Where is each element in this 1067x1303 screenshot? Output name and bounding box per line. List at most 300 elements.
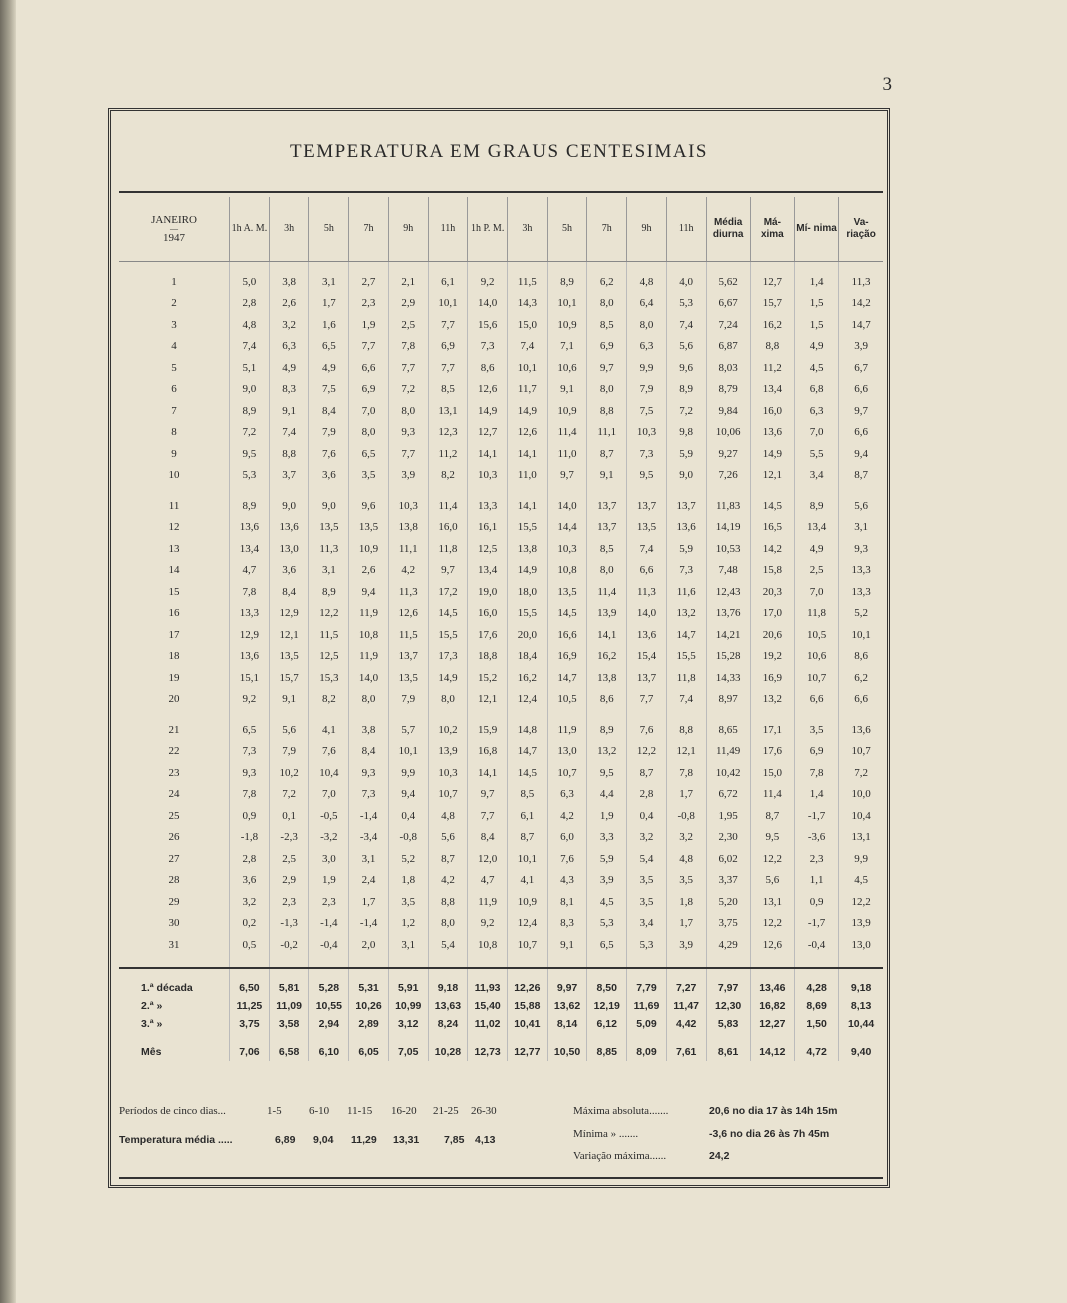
data-cell: 7,4: [508, 336, 548, 358]
row-label: 3: [171, 318, 177, 331]
data-cell: 5,3: [587, 913, 627, 935]
table-body: [119, 262, 883, 1061]
data-cell: 16,82: [750, 997, 794, 1015]
data-cell: 7,4: [627, 538, 667, 560]
data-cell: 16,8: [468, 741, 508, 763]
data-cell: 11,9: [468, 891, 508, 913]
spacer-cell: [750, 710, 794, 719]
data-cell: 7,3: [666, 560, 706, 582]
data-cell: 2,6: [269, 293, 309, 315]
data-cell: 7,5: [627, 400, 667, 422]
data-cell: 3,8: [269, 271, 309, 293]
data-cell: 12,6: [508, 422, 548, 444]
data-cell: 13,4: [794, 517, 838, 539]
data-cell: 14,7: [508, 741, 548, 763]
data-cell: 7,48: [706, 560, 750, 582]
data-cell: 5,4: [627, 848, 667, 870]
row-label: 23: [168, 766, 180, 779]
data-cell: 13,8: [388, 517, 428, 539]
bottom-divider: [119, 1177, 883, 1179]
table-row: [119, 495, 883, 517]
spacer-row: [119, 956, 883, 968]
data-cell: 9,84: [706, 400, 750, 422]
data-cell: 5,6: [839, 495, 883, 517]
data-cell: 13,1: [428, 400, 468, 422]
data-cell: 9,7: [468, 784, 508, 806]
spacer-cell: [706, 1033, 750, 1043]
data-cell: 0,2: [230, 913, 270, 935]
table-row: [119, 465, 883, 487]
spacer-cell: [587, 968, 627, 979]
data-cell: 7,4: [666, 314, 706, 336]
spacer-cell: [388, 710, 428, 719]
data-cell: 10,41: [508, 1015, 548, 1033]
data-cell: 6,5: [349, 443, 389, 465]
table-row: [119, 422, 883, 444]
table-row: [119, 646, 883, 668]
data-cell: 7,61: [666, 1043, 706, 1061]
spacer-cell: [794, 710, 838, 719]
max-abs-value: 20,6 no dia 17 às 14h 15m: [709, 1105, 838, 1117]
data-cell: 2,89: [349, 1015, 389, 1033]
data-cell: 2,8: [230, 293, 270, 315]
data-cell: 5,4: [428, 934, 468, 956]
data-cell: 8,9: [794, 495, 838, 517]
data-cell: 2,5: [388, 314, 428, 336]
data-cell: 20,6: [750, 624, 794, 646]
data-cell: 0,4: [388, 805, 428, 827]
col-header: 1h A. M.: [230, 197, 270, 262]
spacer-cell: [269, 956, 309, 968]
data-cell: 3,3: [587, 827, 627, 849]
data-cell: 13,6: [230, 646, 270, 668]
col-header: 9h: [388, 197, 428, 262]
data-cell: 8,13: [839, 997, 883, 1015]
data-cell: 2,3: [794, 848, 838, 870]
row-label: 17: [168, 628, 180, 641]
data-cell: 12,6: [750, 934, 794, 956]
data-cell: 7,06: [230, 1043, 270, 1061]
data-cell: 13,2: [750, 689, 794, 711]
data-cell: 11,0: [547, 443, 587, 465]
data-cell: 12,2: [750, 913, 794, 935]
table-row: [119, 741, 883, 763]
data-cell: 15,4: [627, 646, 667, 668]
data-cell: 3,1: [388, 934, 428, 956]
data-cell: 7,9: [627, 379, 667, 401]
data-cell: 8,6: [587, 689, 627, 711]
data-cell: 15,88: [508, 997, 548, 1015]
data-cell: 15,8: [750, 560, 794, 582]
data-cell: 12,2: [627, 741, 667, 763]
data-cell: 15,1: [230, 667, 270, 689]
spacer-cell: [794, 486, 838, 495]
spacer-cell: [269, 968, 309, 979]
data-cell: 5,5: [794, 443, 838, 465]
data-cell: 10,6: [547, 357, 587, 379]
col-header: 5h: [547, 197, 587, 262]
spacer-cell: [666, 262, 706, 272]
spacer-row: [119, 486, 883, 495]
data-cell: 8,7: [428, 848, 468, 870]
col-header-maxima: Má- xima: [750, 197, 794, 262]
data-cell: 2,9: [388, 293, 428, 315]
data-cell: 6,12: [587, 1015, 627, 1033]
temp-media-value: 9,04: [313, 1134, 334, 1146]
data-cell: 9,97: [547, 979, 587, 997]
data-cell: 12,1: [666, 741, 706, 763]
row-label: 9: [171, 447, 177, 460]
data-cell: 9,2: [468, 913, 508, 935]
data-cell: 12,0: [468, 848, 508, 870]
spacer-cell: [839, 710, 883, 719]
data-cell: -0,4: [794, 934, 838, 956]
spacer-cell: [230, 968, 270, 979]
data-cell: 3,5: [349, 465, 389, 487]
data-cell: 7,9: [269, 741, 309, 763]
data-cell: 6,6: [627, 560, 667, 582]
data-cell: 9,9: [627, 357, 667, 379]
row-label: 12: [168, 521, 180, 534]
data-cell: -1,7: [794, 805, 838, 827]
data-cell: 15,6: [468, 314, 508, 336]
data-cell: 14,7: [547, 667, 587, 689]
table-row: [119, 762, 883, 784]
data-cell: 11,9: [349, 603, 389, 625]
var-max-label: Variação máxima......: [573, 1150, 667, 1162]
table-row: [119, 805, 883, 827]
table-row: [119, 400, 883, 422]
data-cell: 4,29: [706, 934, 750, 956]
data-cell: 14,2: [750, 538, 794, 560]
data-cell: 9,0: [230, 379, 270, 401]
month-dash: —: [170, 224, 179, 233]
table-row: [119, 913, 883, 935]
data-cell: 16,5: [750, 517, 794, 539]
data-cell: 7,2: [230, 422, 270, 444]
data-cell: 12,4: [508, 913, 548, 935]
data-cell: 6,4: [627, 293, 667, 315]
data-cell: 10,7: [839, 741, 883, 763]
data-cell: 6,6: [794, 689, 838, 711]
data-cell: 9,18: [839, 979, 883, 997]
spacer-cell: [309, 486, 349, 495]
data-cell: 8,7: [839, 465, 883, 487]
data-cell: 15,5: [666, 646, 706, 668]
data-cell: 3,58: [269, 1015, 309, 1033]
data-cell: 7,79: [627, 979, 667, 997]
data-cell: 7,3: [468, 336, 508, 358]
data-cell: -0,2: [269, 934, 309, 956]
spacer-cell: [547, 710, 587, 719]
data-cell: 4,5: [839, 870, 883, 892]
data-cell: 4,3: [547, 870, 587, 892]
data-cell: 6,5: [309, 336, 349, 358]
data-cell: 7,1: [547, 336, 587, 358]
data-cell: 17,6: [468, 624, 508, 646]
data-cell: 2,5: [269, 848, 309, 870]
data-cell: 10,1: [839, 624, 883, 646]
data-cell: 4,8: [230, 314, 270, 336]
data-cell: 14,5: [508, 762, 548, 784]
data-cell: 5,3: [666, 293, 706, 315]
data-cell: 12,5: [309, 646, 349, 668]
data-cell: 1,7: [349, 891, 389, 913]
data-cell: 7,8: [666, 762, 706, 784]
data-cell: 8,9: [547, 271, 587, 293]
data-cell: 9,1: [269, 689, 309, 711]
data-cell: 9,7: [839, 400, 883, 422]
data-cell: 3,12: [388, 1015, 428, 1033]
data-cell: 13,9: [587, 603, 627, 625]
data-cell: 4,9: [309, 357, 349, 379]
spacer-cell: [468, 956, 508, 968]
data-cell: 10,42: [706, 762, 750, 784]
data-cell: 8,4: [269, 581, 309, 603]
spacer-cell: [587, 486, 627, 495]
data-cell: 14,5: [547, 603, 587, 625]
row-label: 22: [168, 745, 180, 758]
data-cell: 11,47: [666, 997, 706, 1015]
page-title: TEMPERATURA EM GRAUS CENTESIMAIS: [289, 141, 708, 162]
data-cell: 6,3: [269, 336, 309, 358]
data-cell: 2,8: [230, 848, 270, 870]
data-cell: 10,9: [547, 314, 587, 336]
spacer-cell: [468, 968, 508, 979]
data-cell: 10,9: [349, 538, 389, 560]
row-label: 21: [168, 723, 180, 736]
header-row: [119, 197, 883, 262]
spacer-cell: [349, 968, 389, 979]
data-cell: 10,7: [428, 784, 468, 806]
data-cell: 2,30: [706, 827, 750, 849]
data-cell: 7,8: [230, 784, 270, 806]
data-cell: 10,3: [468, 465, 508, 487]
data-cell: 11,7: [508, 379, 548, 401]
spacer-row: [119, 262, 883, 272]
data-cell: 8,0: [587, 560, 627, 582]
row-label: 2.ª »: [141, 999, 163, 1012]
data-cell: 3,2: [666, 827, 706, 849]
data-cell: 0,4: [627, 805, 667, 827]
data-cell: 6,1: [428, 271, 468, 293]
data-cell: 6,50: [230, 979, 270, 997]
data-cell: -1,4: [309, 913, 349, 935]
data-cell: 7,8: [794, 762, 838, 784]
data-cell: 2,3: [309, 891, 349, 913]
data-cell: 8,9: [666, 379, 706, 401]
data-cell: 13,6: [666, 517, 706, 539]
data-cell: 7,05: [388, 1043, 428, 1061]
spacer-cell: [750, 968, 794, 979]
data-cell: 5,6: [666, 336, 706, 358]
data-cell: 12,9: [230, 624, 270, 646]
data-cell: 16,1: [468, 517, 508, 539]
data-cell: 13,46: [750, 979, 794, 997]
spacer-cell: [230, 486, 270, 495]
data-cell: 3,37: [706, 870, 750, 892]
decade-summary-row: [119, 1015, 883, 1033]
data-cell: 5,81: [269, 979, 309, 997]
data-cell: 10,55: [309, 997, 349, 1015]
data-cell: 12,7: [750, 271, 794, 293]
col-header: 9h: [627, 197, 667, 262]
data-cell: 15,7: [269, 667, 309, 689]
data-cell: 13,6: [627, 624, 667, 646]
table-row: [119, 443, 883, 465]
data-cell: 9,6: [666, 357, 706, 379]
data-cell: 9,3: [230, 762, 270, 784]
data-cell: 3,1: [349, 848, 389, 870]
data-cell: 13,6: [750, 422, 794, 444]
data-cell: 14,33: [706, 667, 750, 689]
data-cell: 11,5: [508, 271, 548, 293]
data-cell: 12,43: [706, 581, 750, 603]
data-cell: 13,5: [388, 667, 428, 689]
max-abs-label: Máxima absoluta.......: [573, 1105, 669, 1117]
data-cell: 8,9: [230, 400, 270, 422]
data-cell: 9,1: [547, 379, 587, 401]
data-cell: 9,2: [468, 271, 508, 293]
spacer-cell: [706, 968, 750, 979]
spacer-cell: [750, 956, 794, 968]
data-cell: 13,6: [269, 517, 309, 539]
data-cell: 9,1: [587, 465, 627, 487]
data-cell: 11,69: [627, 997, 667, 1015]
data-cell: 13,3: [839, 560, 883, 582]
data-cell: 9,0: [309, 495, 349, 517]
data-cell: 8,0: [349, 422, 389, 444]
spacer-cell: [794, 1033, 838, 1043]
data-cell: 14,7: [839, 314, 883, 336]
data-cell: 3,5: [794, 719, 838, 741]
data-cell: 16,2: [587, 646, 627, 668]
data-cell: 10,1: [508, 848, 548, 870]
data-cell: 4,2: [547, 805, 587, 827]
data-cell: 12,2: [750, 848, 794, 870]
spacer-cell: [706, 262, 750, 272]
data-cell: 13,63: [428, 997, 468, 1015]
data-cell: 14,2: [839, 293, 883, 315]
data-cell: 13,3: [230, 603, 270, 625]
data-cell: 3,7: [269, 465, 309, 487]
data-cell: 18,0: [508, 581, 548, 603]
month-label: JANEIRO: [151, 214, 197, 226]
data-cell: 8,79: [706, 379, 750, 401]
data-cell: 5,3: [230, 465, 270, 487]
data-cell: 13,8: [508, 538, 548, 560]
spacer-cell: [666, 710, 706, 719]
spacer-cell: [269, 710, 309, 719]
data-cell: 10,5: [547, 689, 587, 711]
spacer-cell: [119, 968, 230, 979]
data-cell: 7,7: [428, 357, 468, 379]
data-cell: 3,1: [309, 271, 349, 293]
data-cell: 13,1: [839, 827, 883, 849]
data-cell: 20,3: [750, 581, 794, 603]
data-cell: 7,6: [547, 848, 587, 870]
data-cell: 9,5: [627, 465, 667, 487]
data-cell: 1,9: [309, 870, 349, 892]
data-cell: 5,6: [750, 870, 794, 892]
data-cell: 11,6: [666, 581, 706, 603]
data-cell: 8,7: [508, 827, 548, 849]
spacer-cell: [388, 1033, 428, 1043]
data-cell: 3,2: [627, 827, 667, 849]
spacer-cell: [349, 956, 389, 968]
row-label: 15: [168, 585, 180, 598]
data-cell: 10,1: [508, 357, 548, 379]
data-cell: 10,99: [388, 997, 428, 1015]
spacer-cell: [750, 262, 794, 272]
data-cell: 0,9: [230, 805, 270, 827]
data-cell: 7,9: [309, 422, 349, 444]
row-label: 13: [168, 542, 180, 555]
data-cell: -1,3: [269, 913, 309, 935]
data-cell: 10,53: [706, 538, 750, 560]
data-cell: 4,9: [794, 538, 838, 560]
data-cell: 9,8: [666, 422, 706, 444]
row-label: 25: [168, 809, 180, 822]
data-cell: 6,5: [230, 719, 270, 741]
data-cell: 5,2: [388, 848, 428, 870]
spacer-cell: [587, 1033, 627, 1043]
data-cell: 4,7: [468, 870, 508, 892]
data-cell: 9,7: [428, 560, 468, 582]
data-cell: 7,6: [627, 719, 667, 741]
data-cell: 14,12: [750, 1043, 794, 1061]
data-cell: 2,3: [349, 293, 389, 315]
data-cell: 11,83: [706, 495, 750, 517]
period-value: 6-10: [309, 1105, 330, 1117]
data-cell: 4,28: [794, 979, 838, 997]
data-cell: 7,7: [349, 336, 389, 358]
data-cell: 13,2: [666, 603, 706, 625]
spacer-row: [119, 1033, 883, 1043]
data-cell: 7,6: [309, 741, 349, 763]
data-cell: 4,8: [666, 848, 706, 870]
data-cell: 7,2: [388, 379, 428, 401]
spacer-cell: [627, 1033, 667, 1043]
data-cell: 6,72: [706, 784, 750, 806]
data-cell: 13,2: [587, 741, 627, 763]
data-cell: 9,3: [349, 762, 389, 784]
data-cell: 8,4: [468, 827, 508, 849]
data-cell: 10,3: [547, 538, 587, 560]
spacer-cell: [547, 956, 587, 968]
spacer-cell: [547, 262, 587, 272]
data-cell: 1,7: [666, 913, 706, 935]
data-cell: 2,8: [627, 784, 667, 806]
data-cell: 8,8: [269, 443, 309, 465]
data-cell: 10,50: [547, 1043, 587, 1061]
data-cell: 8,9: [587, 719, 627, 741]
data-cell: 14,4: [547, 517, 587, 539]
data-cell: 5,91: [388, 979, 428, 997]
data-cell: 8,7: [627, 762, 667, 784]
data-cell: 10,8: [468, 934, 508, 956]
data-cell: 9,7: [587, 357, 627, 379]
data-cell: 5,1: [230, 357, 270, 379]
data-cell: 16,6: [547, 624, 587, 646]
data-cell: 6,87: [706, 336, 750, 358]
data-cell: 14,0: [627, 603, 667, 625]
spacer-row: [119, 710, 883, 719]
data-cell: 14,1: [508, 495, 548, 517]
data-cell: 16,0: [750, 400, 794, 422]
data-cell: 15,40: [468, 997, 508, 1015]
data-cell: 11,8: [428, 538, 468, 560]
